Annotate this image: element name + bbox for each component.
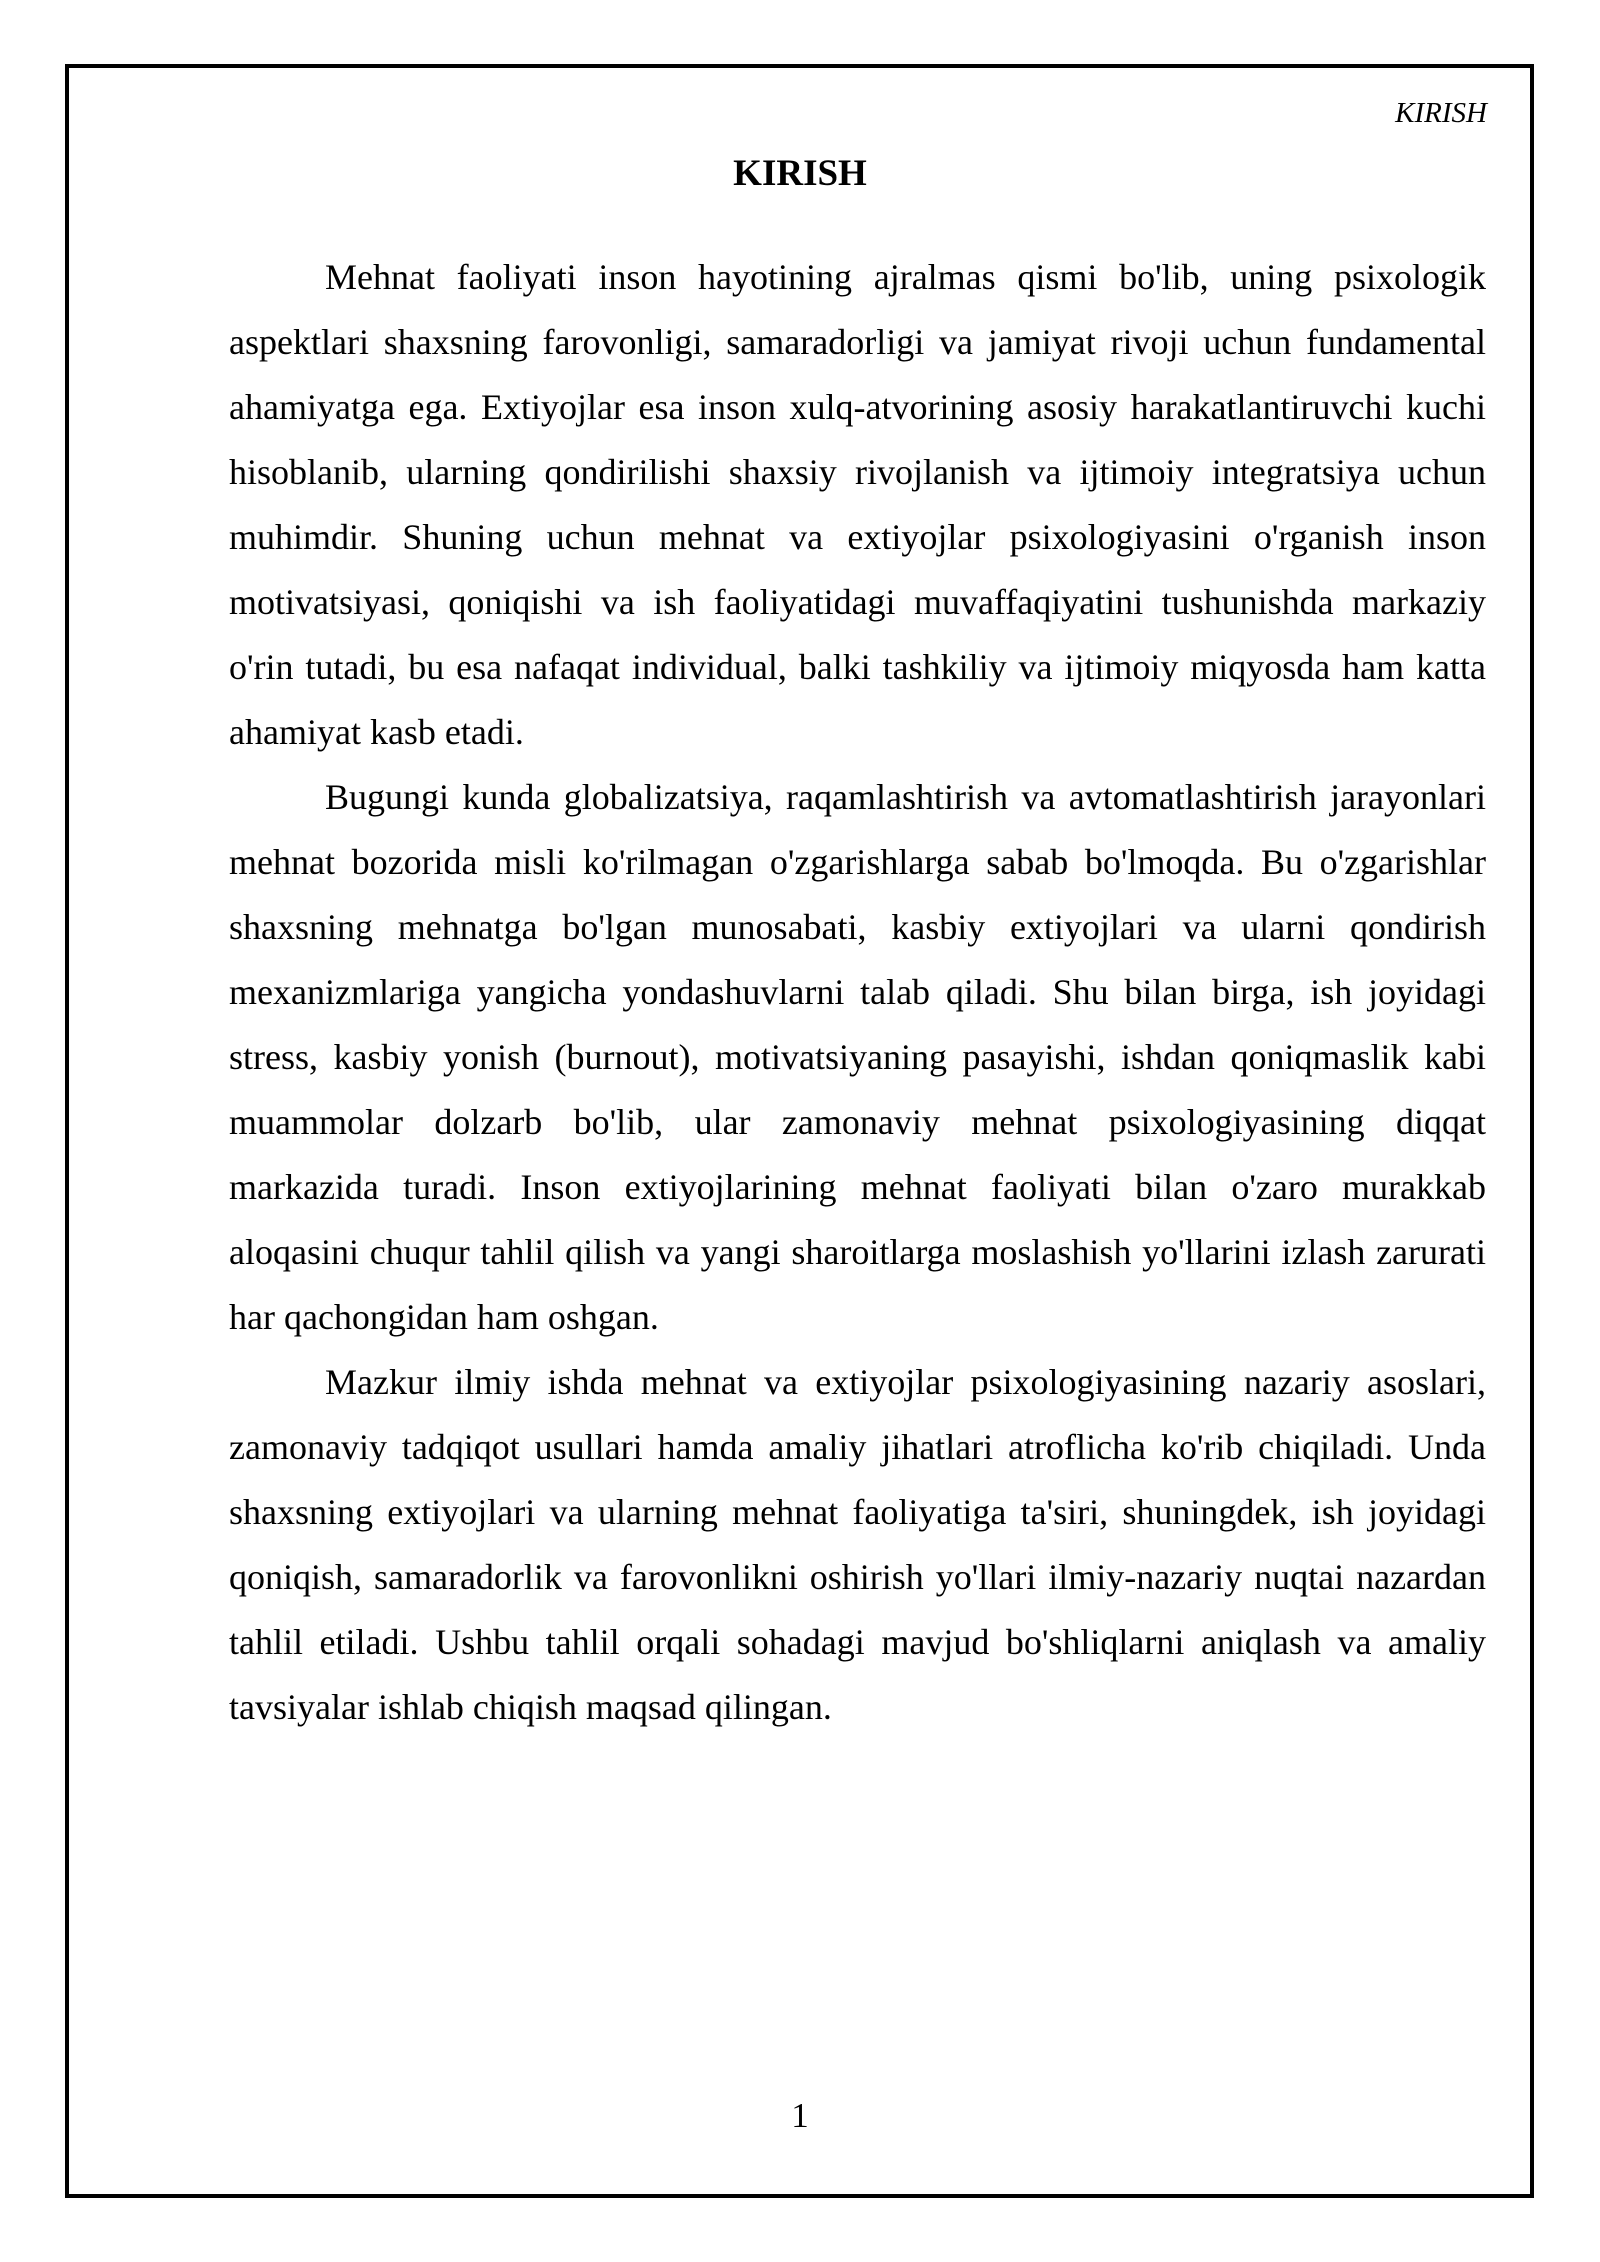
paragraph-1: Mehnat faoliyati inson hayotining ajralmas qismi bo'lib, uning psixologik aspektlari shaxsning farovonligi, samaradorligi va jamiyat rivoji uchun fundamental ahamiyatga ega. Extiyojlar esa inson xulq-atvorining asosiy harakatlantiruvchi kuchi hisoblanib, ularning qondirilishi shaxsiy rivojlanish va ijtimoiy integratsiya uchun muhimdir. Shuning uchun mehnat va extiyojlar psixologiyasini o'rganish inson motivatsiyasi, qoniqishi va ish faoliyatidagi muvaffaqiyatini tushunishda markaziy o'rin tutadi, bu esa nafaqat individual, balki tashkiliy va ijtimoiy miqyosda ham katta ahamiyat kasb etadi.	[229, 257, 1486, 752]
paragraph-2: Bugungi kunda globalizatsiya, raqamlashtirish va avtomatlashtirish jarayonlari mehnat bozorida misli ko'rilmagan o'zgarishlarga sabab bo'lmoqda. Bu o'zgarishlar shaxsning mehnatga bo'lgan munosabati, kasbiy extiyojlari va ularni qondirish mexanizmlariga yangicha yondashuvlarni talab qiladi. Shu bilan birga, ish joyidagi stress, kasbiy yonish (burnout), motivatsiyaning pasayishi, ishdan qoniqmaslik kabi muammolar dolzarb bo'lib, ular zamonaviy mehnat psixologiyasining diqqat markazida turadi. Inson extiyojlarining mehnat faoliyati bilan o'zaro murakkab aloqasini chuqur tahlil qilish va yangi sharoitlarga moslashish yo'llarini izlash zarurati har qachongidan ham oshgan.	[229, 777, 1486, 1337]
paragraph-3: Mazkur ilmiy ishda mehnat va extiyojlar psixologiyasining nazariy asoslari, zamonaviy tadqiqot usullari hamda amaliy jihatlari atroflicha ko'rib chiqiladi. Unda shaxsning extiyojlari va ularning mehnat faoliyatiga ta'siri, shuningdek, ish joyidagi qoniqish, samaradorlik va farovonlikni oshirish yo'llari ilmiy-nazariy nuqtai nazardan tahlil etiladi. Ushbu tahlil orqali sohadagi mavjud bo'shliqlarni aniqlash va amaliy tavsiyalar ishlab chiqish maqsad qilingan.	[229, 1362, 1486, 1727]
body-text	[229, 245, 1486, 1740]
page-title: KIRISH	[733, 153, 867, 194]
page-number: 1	[791, 2096, 809, 2135]
running-header: KIRISH	[1395, 97, 1487, 129]
